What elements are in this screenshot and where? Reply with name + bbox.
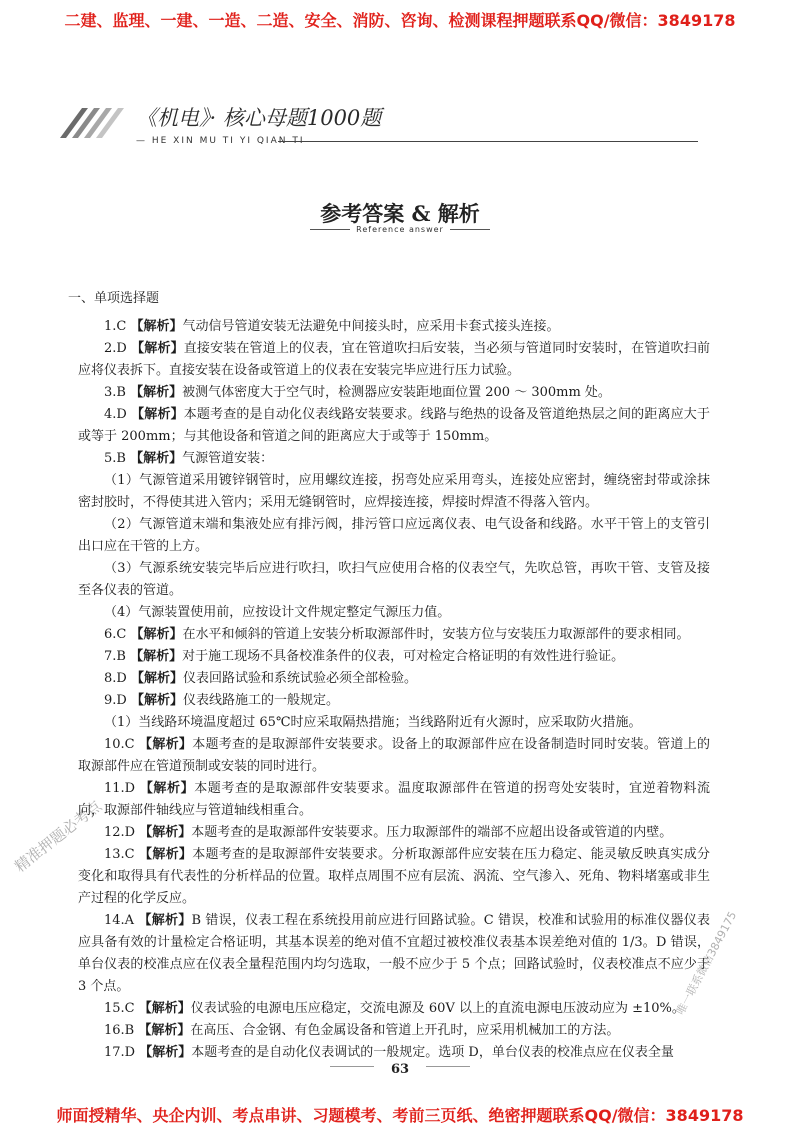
- book-title: 《机电》· 核心母题1000题: [136, 106, 382, 130]
- answer-text: 本题考查的是取源部件安装要求。设备上的取源部件应在设备制造时同时安装。管道上的取源部件应在管道预制或安装的同时进行。: [78, 737, 710, 774]
- answer-text: 气动信号管道安装无法避免中间接头时，应采用卡套式接头连接。: [182, 319, 560, 334]
- answer-item: [78, 646, 710, 668]
- answer-number: 3.B: [104, 385, 126, 400]
- answer-number: 5.B: [104, 451, 126, 466]
- answer-item: [78, 404, 710, 448]
- analysis-tag: 【解析】: [130, 671, 183, 686]
- answer-text: 本题考查的是自动化仪表线路安装要求。线路与绝热的设备及管道绝热层之间的距离应大于或等于 200mm；与其他设备和管道之间的距离应大于或等于 150mm。: [78, 407, 710, 444]
- answer-number: 6.C: [104, 627, 127, 642]
- header-ribbon-decoration: [58, 106, 128, 140]
- analysis-tag: 【解析】: [139, 1045, 192, 1060]
- watermark-right: 唯一联系微信3849175: [673, 909, 740, 1018]
- reference-answer-subtitle: Reference answer: [356, 225, 444, 234]
- answer-text: 本题考查的是取源部件安装要求。压力取源部件的端部不应超出设备或管道的内壁。: [191, 825, 673, 840]
- analysis-tag: 【解析】: [131, 341, 184, 356]
- answer-text: 本题考查的是自动化仪表调试的一般规定。选项 D，单台仪表的校准点应在仪表全量: [191, 1045, 674, 1060]
- answer-item: [78, 602, 710, 624]
- answer-item: [78, 470, 710, 514]
- answer-text: （1）当线路环境温度超过 65℃时应采取隔热措施；当线路附近有火源时，应采取防火措施。: [104, 715, 642, 730]
- analysis-tag: 【解析】: [130, 451, 183, 466]
- answer-number: 10.C: [104, 737, 135, 752]
- answer-item: [78, 734, 710, 778]
- analysis-tag: 【解析】: [130, 385, 183, 400]
- answer-number: 2.D: [104, 341, 127, 356]
- analysis-tag: 【解析】: [138, 913, 192, 928]
- answer-text: 在水平和倾斜的管道上安装分析取源部件时，安装方位与安装压力取源部件的要求相同。: [182, 627, 690, 642]
- analysis-tag: 【解析】: [138, 1001, 191, 1016]
- answer-number: 4.D: [104, 407, 127, 422]
- answer-text: （3）气源系统安装完毕后应进行吹扫，吹扫气应使用合格的仪表空气，先吹总管，再吹干管、支管及接至各仪表的管道。: [78, 561, 710, 598]
- answer-item: [78, 448, 710, 470]
- answer-item: [78, 382, 710, 404]
- answer-number: 14.A: [104, 913, 135, 928]
- answer-item: [78, 558, 710, 602]
- book-subtitle: — HE XIN MU TI YI QIAN TI: [136, 136, 305, 146]
- answer-number: 16.B: [104, 1023, 135, 1038]
- reference-answer-subtitle-row: [0, 225, 800, 234]
- analysis-tag: 【解析】: [139, 825, 192, 840]
- answer-item: [78, 844, 710, 910]
- answer-text: 本题考查的是取源部件安装要求。分析取源部件应安装在压力稳定、能灵敏反映真实成分变化和取得具有代表性的分析样品的位置。取样点周围不应有层流、涡流、空气渗入、死角、物料堵塞或非生产过程的化学反应。: [78, 847, 710, 906]
- answer-item: [78, 690, 710, 712]
- answer-number: 9.D: [104, 693, 127, 708]
- answer-number: 8.D: [104, 671, 127, 686]
- answer-number: 13.C: [104, 847, 135, 862]
- analysis-tag: 【解析】: [139, 781, 195, 796]
- answer-text: 直接安装在管道上的仪表，宜在管道吹扫后安装，当必须与管道同时安装时，在管道吹扫前应将仪表拆下。直接安装在设备或管道上的仪表在安装完毕应进行压力试验。: [78, 341, 710, 378]
- watermark-left: 精准押题必考点: [11, 796, 106, 876]
- answer-list: [78, 316, 710, 1064]
- top-promo-banner: 二建、监理、一建、一造、二造、安全、消防、咨询、检测课程押题联系QQ/微信：3849178: [64, 11, 736, 30]
- answer-text: 气源管道安装：: [182, 451, 274, 466]
- analysis-tag: 【解析】: [138, 1023, 191, 1038]
- answer-item: [78, 514, 710, 558]
- answer-text: B 错误，仪表工程在系统投用前应进行回路试验。C 错误，校准和试验用的标准仪器仪表应具备有效的计量检定合格证明，其基本误差的绝对值不宜超过被校准仪表基本误差绝对值的 1/3。D 错误，单台仪表的校准点应在仪表全量程范围内均匀选取，一般不应少于 5 个点；回路试验时，仪表校准点不应少于 3 个点。: [78, 913, 710, 994]
- answer-text: 在高压、合金钢、有色金属设备和管道上开孔时，应采用机械加工的方法。: [190, 1023, 620, 1038]
- answer-item: [78, 712, 710, 734]
- answer-content: [68, 288, 710, 1064]
- analysis-tag: 【解析】: [139, 737, 193, 752]
- analysis-tag: 【解析】: [131, 407, 184, 422]
- answer-number: 17.D: [104, 1045, 136, 1060]
- reference-answer-title: 参考答案 & 解析: [320, 201, 480, 226]
- answer-text: 对于施工现场不具备校准条件的仪表，可对检定合格证明的有效性进行验证。: [182, 649, 625, 664]
- answer-text: 仪表线路施工的一般规定。: [182, 693, 339, 708]
- bottom-promo-banner: 师面授精华、央企内训、考点串讲、习题模考、考前三页纸、绝密押题联系QQ/微信：3849178: [56, 1106, 744, 1125]
- answer-item: [78, 338, 710, 382]
- answer-text: （2）气源管道末端和集液处应有排污阀，排污管口应远离仪表、电气设备和线路。水平干管上的支管引出口应在干管的上方。: [78, 517, 710, 554]
- analysis-tag: 【解析】: [139, 847, 193, 862]
- answer-number: 15.C: [104, 1001, 135, 1016]
- subtitle-rule-left: [310, 229, 350, 230]
- analysis-tag: 【解析】: [130, 627, 183, 642]
- subtitle-rule-right: [450, 229, 490, 230]
- answer-number: 12.D: [104, 825, 136, 840]
- answer-number: 1.C: [104, 319, 127, 334]
- answer-item: [78, 624, 710, 646]
- answer-number: 7.B: [104, 649, 126, 664]
- header-rule: [278, 141, 698, 142]
- answer-text: 仪表试验的电源电压应稳定，交流电源及 60V 以上的直流电源电压波动应为 ±10%。: [190, 1001, 685, 1016]
- analysis-tag: 【解析】: [130, 693, 183, 708]
- page-number: 63: [390, 1062, 410, 1077]
- book-header: [58, 96, 698, 156]
- answer-item: [78, 668, 710, 690]
- answer-item: [78, 778, 710, 822]
- answer-text: 仪表回路试验和系统试验必须全部检验。: [182, 671, 417, 686]
- answer-item: [78, 822, 710, 844]
- analysis-tag: 【解析】: [130, 319, 183, 334]
- section-title: 一、单项选择题: [68, 291, 160, 306]
- answer-text: （1）气源管道采用镀锌钢管时，应用螺纹连接，拐弯处应采用弯头，连接处应密封，缠绕密封带或涂抹密封胶时，不得使其进入管内；采用无缝钢管时，应焊接连接，焊接时焊渣不得落入管内。: [78, 473, 710, 510]
- answer-text: （4）气源装置使用前，应按设计文件规定整定气源压力值。: [104, 605, 451, 620]
- page-footer: [0, 1058, 800, 1077]
- answer-item: [78, 910, 710, 998]
- analysis-tag: 【解析】: [130, 649, 183, 664]
- answer-number: 11.D: [104, 781, 136, 796]
- answer-item: [78, 998, 710, 1020]
- answer-text: 被测气体密度大于空气时，检测器应安装距地面位置 200 ～ 300mm 处。: [182, 385, 611, 400]
- answer-text: 本题考查的是取源部件安装要求。温度取源部件在管道的拐弯处安装时，宜逆着物料流向，取源部件轴线应与管道轴线相重合。: [78, 781, 710, 818]
- answer-item: [78, 316, 710, 338]
- answer-item: [78, 1020, 710, 1042]
